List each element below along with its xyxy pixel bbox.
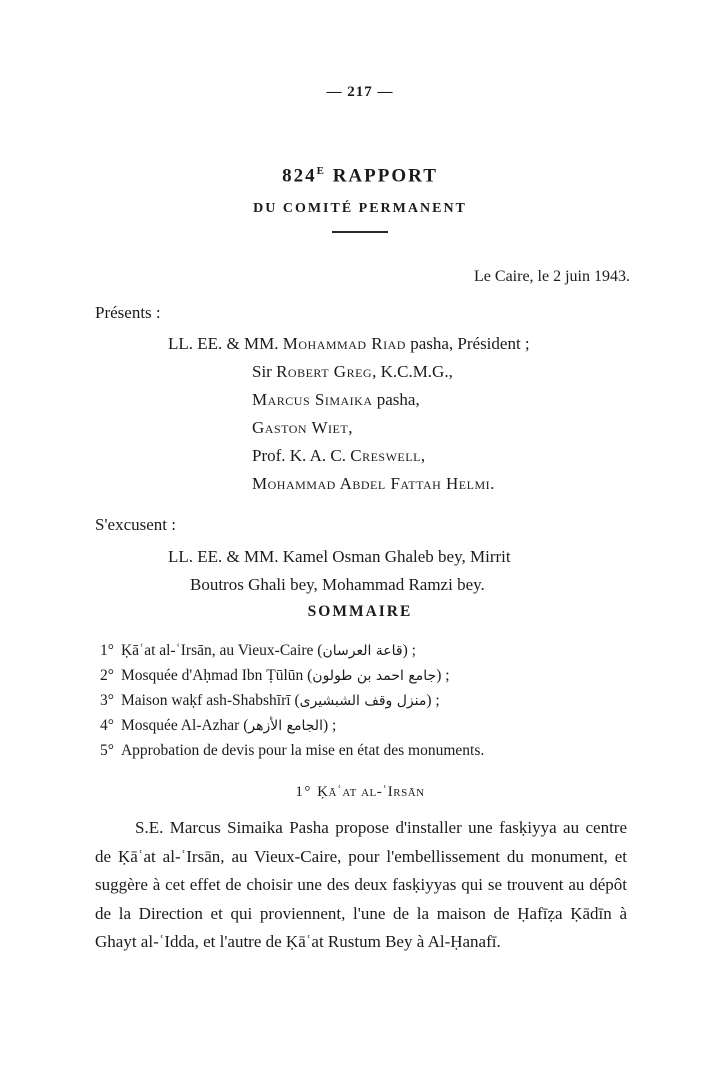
section-number: 1° [295, 784, 318, 800]
item-suffix: ) ; [426, 692, 440, 709]
presents-line-prefix: LL. EE. & MM. [168, 334, 283, 353]
person-name: Mohammad Riad [282, 334, 406, 353]
presents-label: Présents : [95, 303, 161, 322]
presents-line [168, 330, 530, 358]
sommaire-item [100, 738, 640, 763]
person-name: Marcus Simaika [252, 390, 373, 409]
excused-label: S'excusent : [95, 515, 176, 534]
arabic-text: الجامع الأزهر [248, 718, 323, 734]
item-text: Approbation de devis pour la mise en état des monuments. [120, 742, 485, 759]
presents-line-prefix: Prof. K. A. C. [252, 446, 351, 465]
arabic-text: منزل وقف الشبشيرى [299, 693, 427, 709]
report-subtitle: DU COMITÉ PERMANENT [253, 201, 467, 216]
section-title: Ḳāʿat al-ʿIrsān [317, 784, 425, 800]
excused-line: Boutros Ghali bey, Mohammad Ramzi bey. [190, 575, 485, 594]
report-title-number: 824 [282, 165, 317, 187]
sommaire-item [100, 688, 640, 713]
presents-line [168, 386, 530, 414]
page-number: — 217 — [326, 84, 394, 100]
item-text: Maison waḳf ash-Shabshīrī ( [120, 692, 300, 709]
presents-line [168, 470, 530, 498]
report-title [0, 165, 720, 187]
item-text: Mosquée d'Aḥmad Ibn Ṭūlūn ( [120, 667, 313, 684]
section-heading [0, 784, 720, 801]
item-number: 3° [100, 692, 114, 709]
item-text: Mosquée Al-Azhar ( [120, 717, 249, 734]
arabic-text: جامع احمد بن طولون [312, 668, 437, 684]
sommaire-item [100, 663, 640, 688]
item-text: Ḳāʿat al-ʿIrsān, au Vieux-Caire ( [120, 642, 323, 659]
arabic-text: قاعة العرسان [322, 643, 403, 659]
sommaire-list [100, 638, 640, 763]
item-number: 5° [100, 742, 114, 759]
dateline: Le Caire, le 2 juin 1943. [474, 268, 630, 285]
presents-line-suffix: , [348, 418, 353, 437]
sommaire-item [100, 638, 640, 663]
presents-line-suffix: pasha, [372, 390, 420, 409]
item-suffix: ) ; [322, 717, 337, 734]
body-paragraph: S.E. Marcus Simaika Pasha propose d'installer une fasḳiyya au centre de Ḳāʿat al-ʿIrsān, au Vieux-Caire, pour l'embellissement du monument, et suggère à cet effet de choisir une des deux fasḳiyyas qui se trouvent au dépôt de la Direction et qui proviennent, l'une de la maison de Ḥafīẓa Ḳādīn à Ghayt al-ʿIdda, et l'autre de Ḳāʿat Rustum Bey à Al-Ḥanafī. [95, 818, 627, 951]
item-suffix: ) ; [402, 642, 416, 659]
report-title-text: RAPPORT [325, 165, 438, 187]
excused-line: LL. EE. & MM. Kamel Osman Ghaleb bey, Mirrit [168, 547, 511, 566]
presents-line-prefix: Sir [252, 362, 277, 381]
presents-line-suffix: , K.C.M.G., [372, 362, 453, 381]
subtitle-rule [332, 231, 388, 233]
item-suffix: ) ; [436, 667, 450, 684]
item-number: 2° [100, 667, 114, 684]
presents-line-suffix: . [490, 474, 495, 493]
person-name: Robert Greg [276, 362, 373, 381]
item-number: 1° [100, 642, 114, 659]
sommaire-heading: SOMMAIRE [307, 603, 413, 620]
item-number: 4° [100, 717, 114, 734]
report-title-superscript: E [316, 165, 326, 177]
excused-list [168, 543, 511, 599]
presents-line [168, 442, 530, 470]
presents-list [168, 330, 530, 498]
presents-line-suffix: , [420, 446, 426, 465]
person-name: Gaston Wiet [252, 418, 349, 437]
person-name: Mohammad Abdel Fattah Helmi [252, 474, 491, 493]
presents-line [168, 358, 530, 386]
sommaire-item [100, 713, 640, 738]
presents-line [168, 414, 530, 442]
presents-line-suffix: pasha, Président ; [405, 334, 530, 353]
person-name: Creswell [350, 446, 421, 465]
